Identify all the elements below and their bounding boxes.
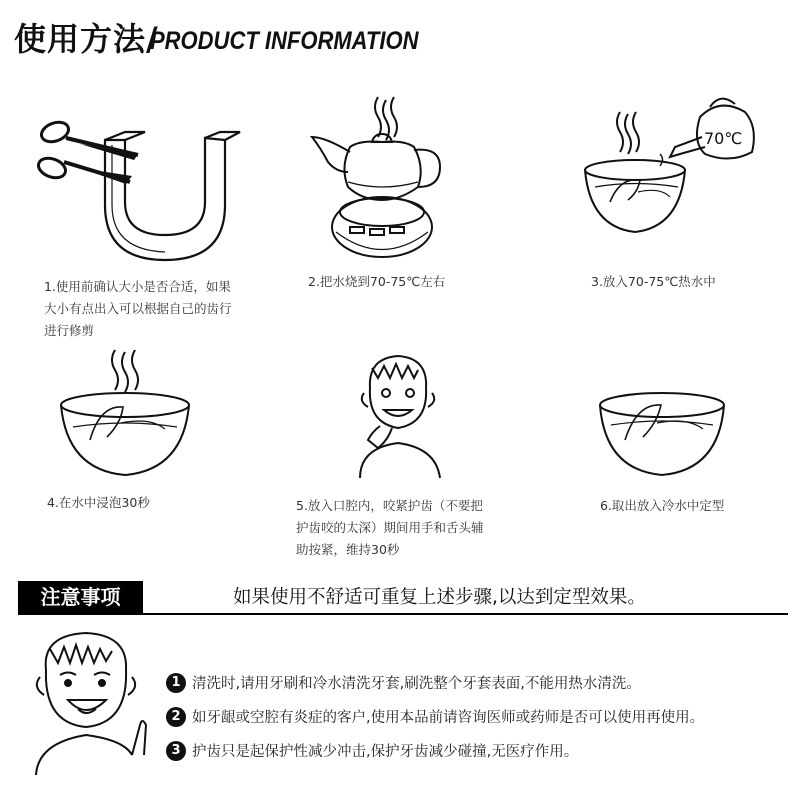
page-title-en: PRODUCT INFORMATION	[150, 26, 419, 55]
boy-pointing-illustration	[28, 625, 158, 775]
bowl-soak-illustration	[55, 345, 195, 480]
note-text: 护齿只是起保护性减少冲击,保护牙齿减少碰撞,无医疗作用。	[192, 744, 579, 760]
page-title-cn: 使用方法/	[14, 20, 159, 58]
step-2-text: 2.把水烧到70-75℃左右	[308, 274, 446, 289]
note-text: 如牙龈或空腔有炎症的客户,使用本品前请咨询医师或药师是否可以使用再使用。	[192, 710, 705, 726]
note-item-2	[166, 706, 704, 727]
number-3-icon: 3	[166, 741, 186, 761]
note-item-1	[166, 672, 641, 693]
step-3-text: 3.放入70-75℃热水中	[591, 274, 716, 289]
step-6-text: 6.取出放入冷水中定型	[600, 498, 725, 513]
number-1-icon: 1	[166, 673, 186, 693]
kettle-temp-label: 70℃	[704, 129, 743, 148]
kettle-stove-illustration	[300, 92, 460, 262]
note-item-3	[166, 740, 578, 761]
step-1-text: 1.使用前确认大小是否合适，如果 大小有点出入可以根据自己的齿行 进行修剪	[44, 279, 232, 338]
notice-divider	[18, 613, 788, 615]
notice-description: 如果使用不舒适可重复上述步骤,以达到定型效果。	[233, 587, 646, 608]
bowl-cold-water-illustration	[595, 375, 730, 480]
bowl-kettle-pour-illustration	[580, 92, 770, 252]
notice-bar	[18, 581, 788, 613]
notice-label: 注意事项	[18, 581, 143, 613]
step-4-text: 4.在水中浸泡30秒	[47, 495, 150, 510]
note-text: 清洗时,请用牙刷和冷水清洗牙套,刷洗整个牙套表面,不能用热水清洗。	[192, 676, 641, 692]
boy-biting-illustration	[340, 348, 460, 478]
scissors-mouthguard-illustration	[30, 110, 260, 270]
step-5-text: 5.放入口腔内，咬紧护齿（不要把 护齿咬的太深）期间用手和舌头辅 助按紧，维持30秒	[296, 498, 484, 557]
number-2-icon: 2	[166, 707, 186, 727]
